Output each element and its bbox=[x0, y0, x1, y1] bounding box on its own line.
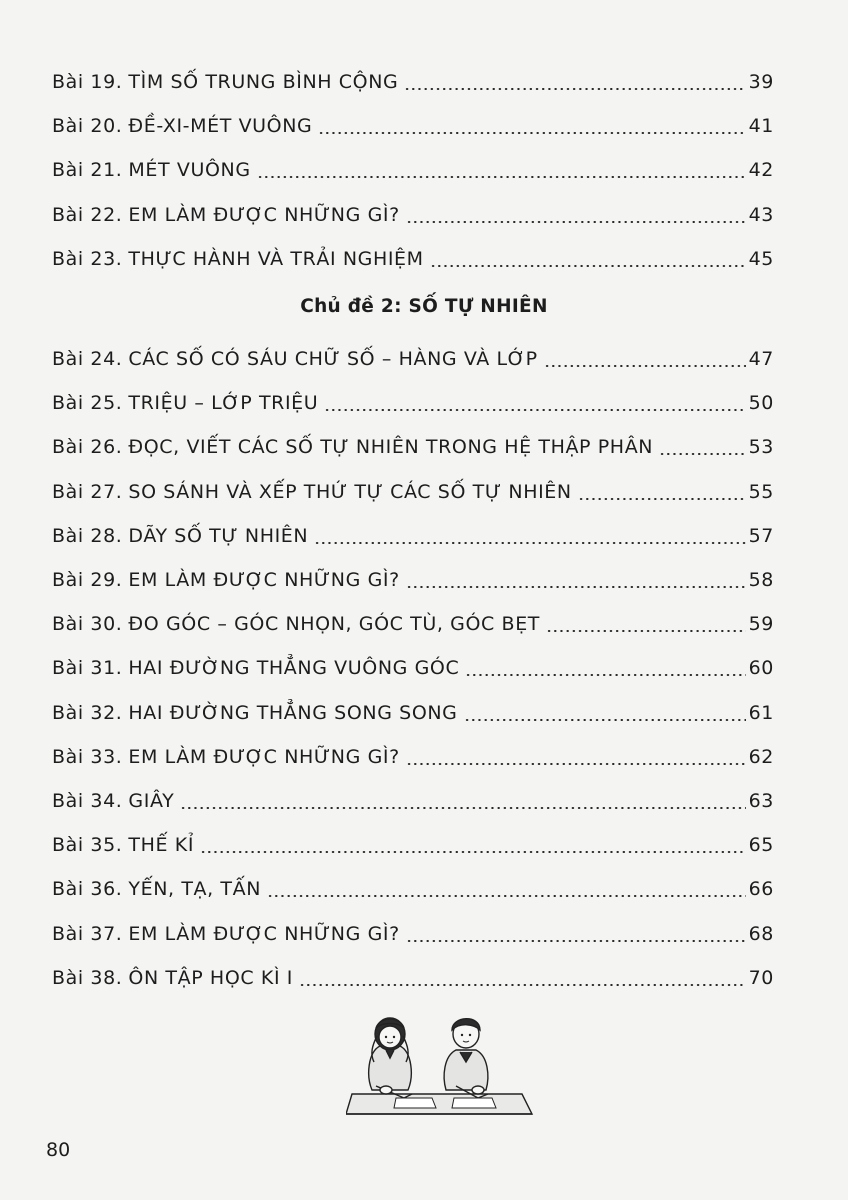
lesson-title: SO SÁNH VÀ XẾP THỨ TỰ CÁC SỐ TỰ NHIÊN bbox=[128, 480, 572, 503]
lesson-number: Bài 32. bbox=[52, 701, 123, 724]
lesson-page-number: 42 bbox=[748, 159, 774, 182]
lesson-page-number: 59 bbox=[748, 613, 774, 636]
toc-entry bbox=[52, 151, 774, 181]
lesson-page-number: 61 bbox=[748, 701, 774, 724]
dot-leader bbox=[578, 498, 746, 500]
toc-entry bbox=[52, 694, 774, 724]
lesson-number: Bài 21. bbox=[52, 159, 123, 182]
dot-leader bbox=[406, 940, 746, 942]
dot-leader bbox=[546, 630, 746, 632]
lesson-title: THỰC HÀNH VÀ TRẢI NGHIỆM bbox=[128, 247, 424, 270]
toc-entry bbox=[52, 340, 774, 370]
lesson-page-number: 41 bbox=[748, 115, 774, 138]
toc-entry bbox=[52, 605, 774, 635]
lesson-number: Bài 30. bbox=[52, 613, 123, 636]
dot-leader bbox=[267, 895, 746, 897]
lesson-title: DÃY SỐ TỰ NHIÊN bbox=[128, 524, 309, 547]
toc-entry bbox=[52, 428, 774, 458]
lesson-number: Bài 37. bbox=[52, 922, 123, 945]
lesson-title: CÁC SỐ CÓ SÁU CHỮ SỐ – HÀNG VÀ LỚP bbox=[128, 348, 538, 370]
lesson-number: Bài 33. bbox=[52, 745, 123, 768]
lesson-page-number: 60 bbox=[748, 657, 774, 680]
lesson-title: ÔN TẬP HỌC KÌ I bbox=[128, 966, 293, 989]
chapter-heading: Chủ đề 2: SỐ TỰ NHIÊN bbox=[300, 296, 548, 317]
toc-entry bbox=[52, 561, 774, 591]
lesson-page-number: 55 bbox=[748, 480, 774, 503]
lesson-title: HAI ĐƯỜNG THẲNG VUÔNG GÓC bbox=[128, 657, 460, 680]
students-studying-illustration bbox=[346, 1006, 534, 1124]
toc-entry bbox=[52, 384, 774, 414]
lesson-title: THẾ KỈ bbox=[128, 834, 195, 857]
lesson-page-number: 65 bbox=[748, 834, 774, 857]
toc-entry bbox=[52, 196, 774, 226]
page-number: 80 bbox=[46, 1139, 71, 1161]
lesson-title: TÌM SỐ TRUNG BÌNH CỘNG bbox=[128, 71, 399, 93]
dot-leader bbox=[318, 132, 745, 134]
lesson-title: EM LÀM ĐƯỢC NHỮNG GÌ? bbox=[128, 203, 400, 226]
dot-leader bbox=[324, 409, 745, 411]
lesson-title: EM LÀM ĐƯỢC NHỮNG GÌ? bbox=[128, 569, 400, 591]
toc-entry bbox=[52, 738, 774, 768]
toc-entry bbox=[52, 870, 774, 900]
lesson-number: Bài 27. bbox=[52, 480, 123, 503]
lesson-title: ĐỌC, VIẾT CÁC SỐ TỰ NHIÊN TRONG HỆ THẬP PHÂN bbox=[128, 436, 654, 459]
lesson-title: ĐO GÓC – GÓC NHỌN, GÓC TÙ, GÓC BẸT bbox=[128, 613, 541, 636]
toc-entry bbox=[52, 915, 774, 945]
lesson-number: Bài 34. bbox=[52, 790, 123, 812]
lesson-title: TRIỆU – LỚP TRIỆU bbox=[128, 392, 319, 415]
dot-leader bbox=[406, 586, 746, 588]
dot-leader bbox=[430, 265, 746, 267]
toc-entry bbox=[52, 959, 774, 989]
lesson-number: Bài 31. bbox=[52, 657, 123, 680]
dot-leader bbox=[464, 719, 746, 721]
lesson-title: YẾN, TẠ, TẤN bbox=[128, 878, 262, 901]
dot-leader bbox=[406, 763, 746, 765]
dot-leader bbox=[257, 176, 746, 178]
lesson-page-number: 39 bbox=[748, 71, 774, 93]
toc-entry bbox=[52, 517, 774, 547]
dot-leader bbox=[659, 453, 746, 455]
lesson-page-number: 66 bbox=[748, 878, 774, 901]
lesson-page-number: 50 bbox=[748, 392, 774, 415]
lesson-number: Bài 25. bbox=[52, 392, 123, 415]
lesson-number: Bài 20. bbox=[52, 115, 123, 138]
toc-entry bbox=[52, 782, 774, 812]
lesson-number: Bài 19. bbox=[52, 71, 123, 93]
dot-leader bbox=[180, 807, 745, 809]
toc-entry bbox=[52, 107, 774, 137]
toc-entry bbox=[52, 240, 774, 270]
lesson-number: Bài 26. bbox=[52, 436, 123, 459]
lesson-page-number: 58 bbox=[748, 569, 774, 591]
lesson-number: Bài 29. bbox=[52, 569, 123, 591]
lesson-page-number: 43 bbox=[748, 203, 774, 226]
dot-leader bbox=[406, 221, 746, 223]
lesson-title: HAI ĐƯỜNG THẲNG SONG SONG bbox=[128, 701, 458, 724]
lesson-number: Bài 23. bbox=[52, 247, 123, 270]
lesson-title: ĐỀ-XI-MÉT VUÔNG bbox=[128, 115, 313, 138]
lesson-number: Bài 35. bbox=[52, 834, 123, 857]
toc-entry bbox=[52, 826, 774, 856]
lesson-number: Bài 38. bbox=[52, 966, 123, 989]
lesson-page-number: 63 bbox=[748, 790, 774, 812]
lesson-title: GIÂY bbox=[128, 790, 175, 812]
lesson-page-number: 53 bbox=[748, 436, 774, 459]
dot-leader bbox=[314, 542, 745, 544]
toc-entry bbox=[52, 473, 774, 503]
lesson-number: Bài 24. bbox=[52, 348, 123, 370]
lesson-page-number: 70 bbox=[748, 966, 774, 989]
lesson-number: Bài 22. bbox=[52, 203, 123, 226]
lesson-page-number: 62 bbox=[748, 745, 774, 768]
lesson-page-number: 45 bbox=[748, 247, 774, 270]
lesson-page-number: 57 bbox=[748, 524, 774, 547]
dot-leader bbox=[465, 674, 745, 676]
toc-entry bbox=[52, 649, 774, 679]
lesson-number: Bài 28. bbox=[52, 524, 123, 547]
dot-leader bbox=[544, 365, 746, 367]
dot-leader bbox=[200, 851, 746, 853]
lesson-title: EM LÀM ĐƯỢC NHỮNG GÌ? bbox=[128, 745, 400, 768]
lesson-title: EM LÀM ĐƯỢC NHỮNG GÌ? bbox=[128, 922, 400, 945]
lesson-page-number: 68 bbox=[748, 922, 774, 945]
lesson-number: Bài 36. bbox=[52, 878, 123, 901]
toc-entry bbox=[52, 63, 774, 93]
lesson-title: MÉT VUÔNG bbox=[128, 159, 251, 182]
dot-leader bbox=[404, 88, 745, 90]
lesson-page-number: 47 bbox=[748, 348, 774, 370]
dot-leader bbox=[299, 984, 746, 986]
